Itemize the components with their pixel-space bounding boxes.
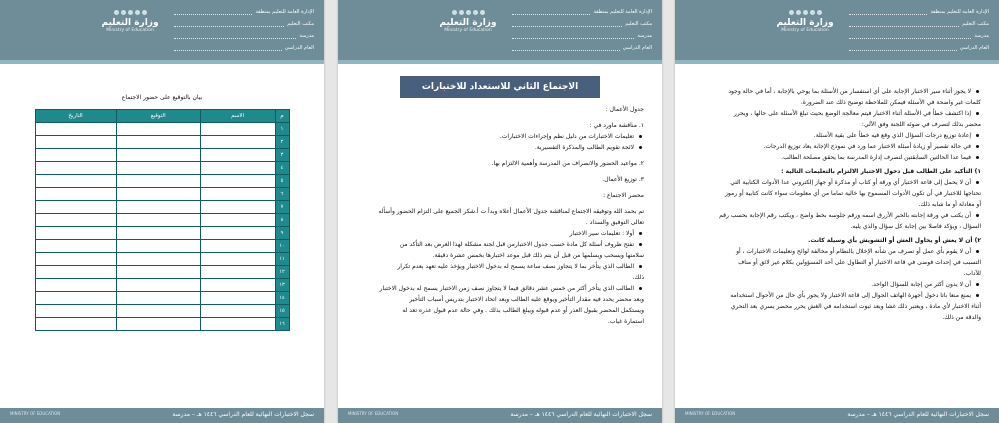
dotted-fill-line [174,9,252,15]
blank-cell[interactable] [200,292,275,305]
dotted-fill-line [849,33,971,39]
blank-cell[interactable] [35,162,116,175]
header-fields [849,7,989,55]
page-second-meeting [338,0,662,423]
text-line: أثناء الاختبار لأي مادة ، ويعتبر ذلك غشا ويعد ثبوت استخدامه في الغش يحرر محضر يسري بعد التحري [730,303,981,310]
header-fields [512,7,652,55]
blank-cell[interactable] [35,240,116,253]
blank-cell[interactable] [35,279,116,292]
dotted-fill-line [174,21,284,27]
blank-cell[interactable] [116,266,200,279]
attendance-title: بيان بالتوقيع على حضور الاجتماع [121,94,203,101]
column-header: الاسم [200,110,275,123]
table-row [35,318,289,331]
dotted-fill-line [174,33,296,39]
header-field-line [512,7,652,17]
text-line: ويستكمل المحضر بقبول العذر أو عدم قبوله ويبلغ الطالب بذلك . وفي حالة عدم قبول عذره تعد له [402,307,644,314]
heading-line: ٢) أن لا يغش أو يحاول الغش أو التشويش بأي وسيلة كانت. [808,237,981,244]
page-header [338,0,662,60]
bullet-line: أن يكتب في ورقة إجابته بالحبر الأزرق اسمه ورقم جلوسه بخط واضح ، ويكتب رقم الإجابة بحسب رقم [693,210,981,221]
blank-cell[interactable] [35,227,116,240]
text-line: ١. مناقشة ماورد في : [589,122,644,129]
row-number: ١٤ [275,292,289,305]
header-field-label: مدرسة [637,33,652,39]
text-line: تعالى التوفيق والسداد . [585,219,644,226]
page-footer [675,408,999,423]
blank-cell[interactable] [35,266,116,279]
ministry-logo [95,10,165,50]
blank-cell[interactable] [200,279,275,292]
header-field-line [512,19,652,29]
page-header [675,0,999,60]
header-field-line [849,19,989,29]
blank-cell[interactable] [200,175,275,188]
bullet-line: يمنع منعا باتا دخول أجهزة الهاتف الجوال إلى قاعة الاختبار ولا يجوز بأي حال من الأحوال استخدامه [693,290,981,301]
row-number: ١٣ [275,279,289,292]
column-header: م [275,110,289,123]
attendance-table [35,109,290,331]
logo-english-text: Ministry of Education [781,28,829,33]
header-field-line [849,31,989,41]
header-fields [174,7,314,55]
header-stripe [0,60,324,64]
footer-text: سجل الاختبارات النهائية للعام الدراسي ١٤٤٦ هـ – مدرسة [847,411,989,418]
table-row [35,123,289,136]
text-line: محضر الاجتماع : [603,192,644,199]
blank-cell[interactable] [35,136,116,149]
page-attendance-sheet [0,0,324,423]
page-footer [338,408,662,423]
text-line: السؤال ، ويؤكد فاصلا بين إجابة كل سؤال والذي يليه. [850,223,981,230]
bullet-line: تعليمات الاختبارات من دليل نظم وإجراءات الاختبارات. [356,131,644,142]
logo-english-text: Ministry of Education [444,28,492,33]
dotted-fill-line [512,21,622,27]
text-line: للآداب. [963,270,981,277]
header-field-label: مدرسة [974,33,989,39]
text-line: ٣. توزيع الأعمال. [602,176,644,183]
bullet-line: لائحة تقويم الطالب والمذكرة التفسيرية. [356,142,644,153]
blank-cell[interactable] [116,292,200,305]
column-header: التوقيع [116,110,200,123]
page-header [0,0,324,60]
header-field-line [174,31,314,41]
page-footer [0,408,324,423]
header-field-line [174,43,314,53]
blank-cell[interactable] [116,175,200,188]
footer-logo: MINISTRY OF EDUCATION [348,411,399,416]
blank-cell[interactable] [35,214,116,227]
table-row [35,227,289,240]
blank-cell[interactable] [200,149,275,162]
header-field-line [849,7,989,17]
row-number: ٢ [275,136,289,149]
table-row [35,240,289,253]
bullet-line: إذا اكتشف خطأ في الأسئلة أثناء الاختبار فيتم معالجة الوضع بحيث تبلغ الأسئلة على حالها ، ويحرر [693,108,981,119]
blank-cell[interactable] [200,214,275,227]
row-number: ٦ [275,188,289,201]
page-exam-instructions [675,0,999,423]
bullet-line: إعادة توزيع درجات السؤال الذي وقع فيه خطأ على بقية الأسئلة. [693,130,981,141]
text-line: كلمات غير واضحة في الأسئلة فيمكن للملاحظة توضيح ذلك عند الضرورة. [800,99,981,106]
blank-cell[interactable] [116,318,200,331]
bullet-line: الطالب الذي يتأخر بما لا يتجاوز نصف ساعة يسمح له بدخول الاختبار ويؤخذ عليه تعهد بعدم تكرار [356,261,644,272]
blank-cell[interactable] [200,162,275,175]
logo-dots-icon [433,10,503,15]
text-line: استمارة غياب. [607,318,644,325]
blank-cell[interactable] [35,253,116,266]
blank-cell[interactable] [200,240,275,253]
row-number: ٤ [275,162,289,175]
logo-arabic-text: وزارة التعليم [439,18,497,28]
table-row [35,266,289,279]
bullet-line: أولا : تعليمات سير الاختبار [356,228,644,239]
blank-cell[interactable] [200,305,275,318]
row-number: ١ [275,123,289,136]
text-line: محضر بذلك لتصرف في ضوئه اللجنة وفق الآلي: [861,121,981,128]
bullet-line: الطالب الذي يتأخر أكثر من خمس عشر دقائق فيما لا يتجاوز نصف زمن الاختبار يسمح له بدخول الاختبار [356,283,644,294]
bullet-line: تفتح ظروف أسئلة كل مادة حسب جدول الاختبارمن قبل لجنة مشكلة لهذا الغرض بعد التأكد من [356,239,644,250]
blank-cell[interactable] [35,149,116,162]
blank-cell[interactable] [35,188,116,201]
blank-cell[interactable] [35,305,116,318]
row-number: ١٠ [275,240,289,253]
blank-cell[interactable] [116,227,200,240]
table-row [35,292,289,305]
header-field-label: العام الدراسي [284,45,314,51]
blank-cell[interactable] [35,123,116,136]
heading-line: ١) التأكيد على الطالب قبل دخول الاختبار الالتزام بالتعليمات التالية : [781,168,981,175]
header-field-line [849,43,989,53]
dotted-fill-line [512,33,634,39]
row-number: ١٥ [275,305,289,318]
table-row [35,279,289,292]
blank-cell[interactable] [200,136,275,149]
blank-cell[interactable] [116,201,200,214]
column-header: التاريخ [35,110,116,123]
dotted-fill-line [174,45,282,51]
text-line: ٢. مواعيد الحضور والانصراف من المدرسة وأهمية الالتزام بها. [491,160,644,167]
logo-english-text: Ministry of Education [106,28,154,33]
blank-cell[interactable] [116,188,200,201]
blank-cell[interactable] [200,123,275,136]
dotted-fill-line [512,45,620,51]
text-line: والدقة من ذلك. [942,314,981,321]
bullet-line: أن لا يقوم بأي عمل أو تصرف من شأنه الإخلال بالنظام أو مخالفة لوائح وتعليمات الاختبارات ، أو [693,246,981,257]
header-field-label: الإدارة العامة للتعليم بمنطقة [255,9,314,15]
bullet-line: في حالة تقصير أو زيادة أسئلة الاختبار عما ورد في نموذج الإجابة يعاد توزيع الدرجات. [693,141,981,152]
row-number: ٨ [275,214,289,227]
logo-dots-icon [95,10,165,15]
table-row [35,188,289,201]
blank-cell[interactable] [200,253,275,266]
bullet-line: لا يجوز أثناء سير الاختبار الإجابة على أي استفسار من الأسئلة بما يوحي بالإجابة ، أما في حالة وجود [693,86,981,97]
table-row [35,214,289,227]
text-line: ذلك. [632,274,644,281]
blank-cell[interactable] [200,266,275,279]
blank-cell[interactable] [35,175,116,188]
blank-cell[interactable] [200,201,275,214]
footer-logo: MINISTRY OF EDUCATION [685,411,736,416]
header-stripe [675,60,999,64]
table-row [35,149,289,162]
header-field-line [174,7,314,17]
blank-cell[interactable] [116,162,200,175]
dotted-fill-line [512,9,590,15]
footer-text: سجل الاختبارات النهائية للعام الدراسي ١٤٤٦ هـ – مدرسة [510,411,652,418]
header-field-label: الإدارة العامة للتعليم بمنطقة [930,9,989,15]
table-row [35,253,289,266]
blank-cell[interactable] [116,305,200,318]
blank-cell[interactable] [35,292,116,305]
blank-cell[interactable] [35,201,116,214]
header-field-label: مدرسة [299,33,314,39]
dotted-fill-line [849,9,927,15]
blank-cell[interactable] [116,136,200,149]
instructions-content [693,86,981,323]
row-number: ٩ [275,227,289,240]
header-field-line [174,19,314,29]
ministry-logo [433,10,503,50]
meeting-content [356,76,644,327]
table-header-row [35,110,289,123]
blank-cell[interactable] [116,149,200,162]
ministry-logo [770,10,840,50]
header-field-label: العام الدراسي [622,45,652,51]
table-row [35,175,289,188]
bullet-line: أن لا يحمل إلى قاعة الاختبار أي ورقة أو كتاب أو مذكرة أو جهاز إلكتروني عدا الأدوات الكتابية التي [693,177,981,188]
text-line: وبعد محضر يحدد فيه مقدار التأخير ويوقع عليه الطالب ويعد اتحاد الاختبار بتدريس أسباب التأخير [409,296,644,303]
blank-cell[interactable] [116,253,200,266]
row-number: ١١ [275,253,289,266]
text-line: التسبب في إحداث فوضى في قاعة الاختبار أو التطاول على أحد المسؤولين بكلام غير لائق أو مناف [738,259,981,266]
table-row [35,136,289,149]
header-stripe [338,60,662,64]
blank-cell[interactable] [200,318,275,331]
text-line: تم بحمد الله وتوفيقه الاجتماع لمناقشة جدول الأعمال أعلاه وبدأ ت أ.شكر الجميع على التزام الحضور وأسأله [378,208,644,215]
footer-text: سجل الاختبارات النهائية للعام الدراسي ١٤٤٦ هـ – مدرسة [172,411,314,418]
header-field-line [512,43,652,53]
header-field-label: العام الدراسي [959,45,989,51]
blank-cell[interactable] [116,240,200,253]
row-number: ١٦ [275,318,289,331]
blank-cell[interactable] [116,279,200,292]
logo-arabic-text: وزارة التعليم [776,18,834,28]
logo-dots-icon [770,10,840,15]
footer-logo: MINISTRY OF EDUCATION [10,411,61,416]
header-field-label: الإدارة العامة للتعليم بمنطقة [593,9,652,15]
table-row [35,305,289,318]
header-field-label: مكتب التعليم [625,21,652,27]
header-field-line [512,31,652,41]
text-line: تحتاجها للاختبار في أن تكون الأدوات المسموح بها خالية تماما من أي معلومات سواء كانت كتابية أو رموز [725,190,981,197]
row-number: ٣ [275,149,289,162]
header-field-label: مكتب التعليم [962,21,989,27]
row-number: ١٢ [275,266,289,279]
bullet-line: أن لا يدون أكثر من إجابة للسؤال الواحد. [693,279,981,290]
attendance-content [18,70,306,331]
blank-cell[interactable] [200,227,275,240]
text-line: سلامتها ويسحب ويسلمها من قبل أن يتم ذلك قبل موعد اختبارها بخمس عشرة دقيقة. [432,252,644,259]
text-line: جدول الأعمال : [605,106,644,113]
blank-cell[interactable] [35,318,116,331]
blank-cell[interactable] [200,188,275,201]
table-row [35,162,289,175]
meeting-title-banner: الاجتماع الثاني للاستعداد للاختبارات [400,76,600,98]
bullet-line: فيما عدا الحالتين السابقتين لتصرف إدارة المدرسة بما يحقق مصلحة الطالب. [693,152,981,163]
blank-cell[interactable] [116,123,200,136]
row-number: ٧ [275,201,289,214]
text-line: أو معادلة أو ما شابه ذلك. [918,201,981,208]
logo-arabic-text: وزارة التعليم [101,18,159,28]
dotted-fill-line [849,21,959,27]
row-number: ٥ [275,175,289,188]
header-field-label: مكتب التعليم [287,21,314,27]
blank-cell[interactable] [116,214,200,227]
dotted-fill-line [849,45,957,51]
table-row [35,201,289,214]
